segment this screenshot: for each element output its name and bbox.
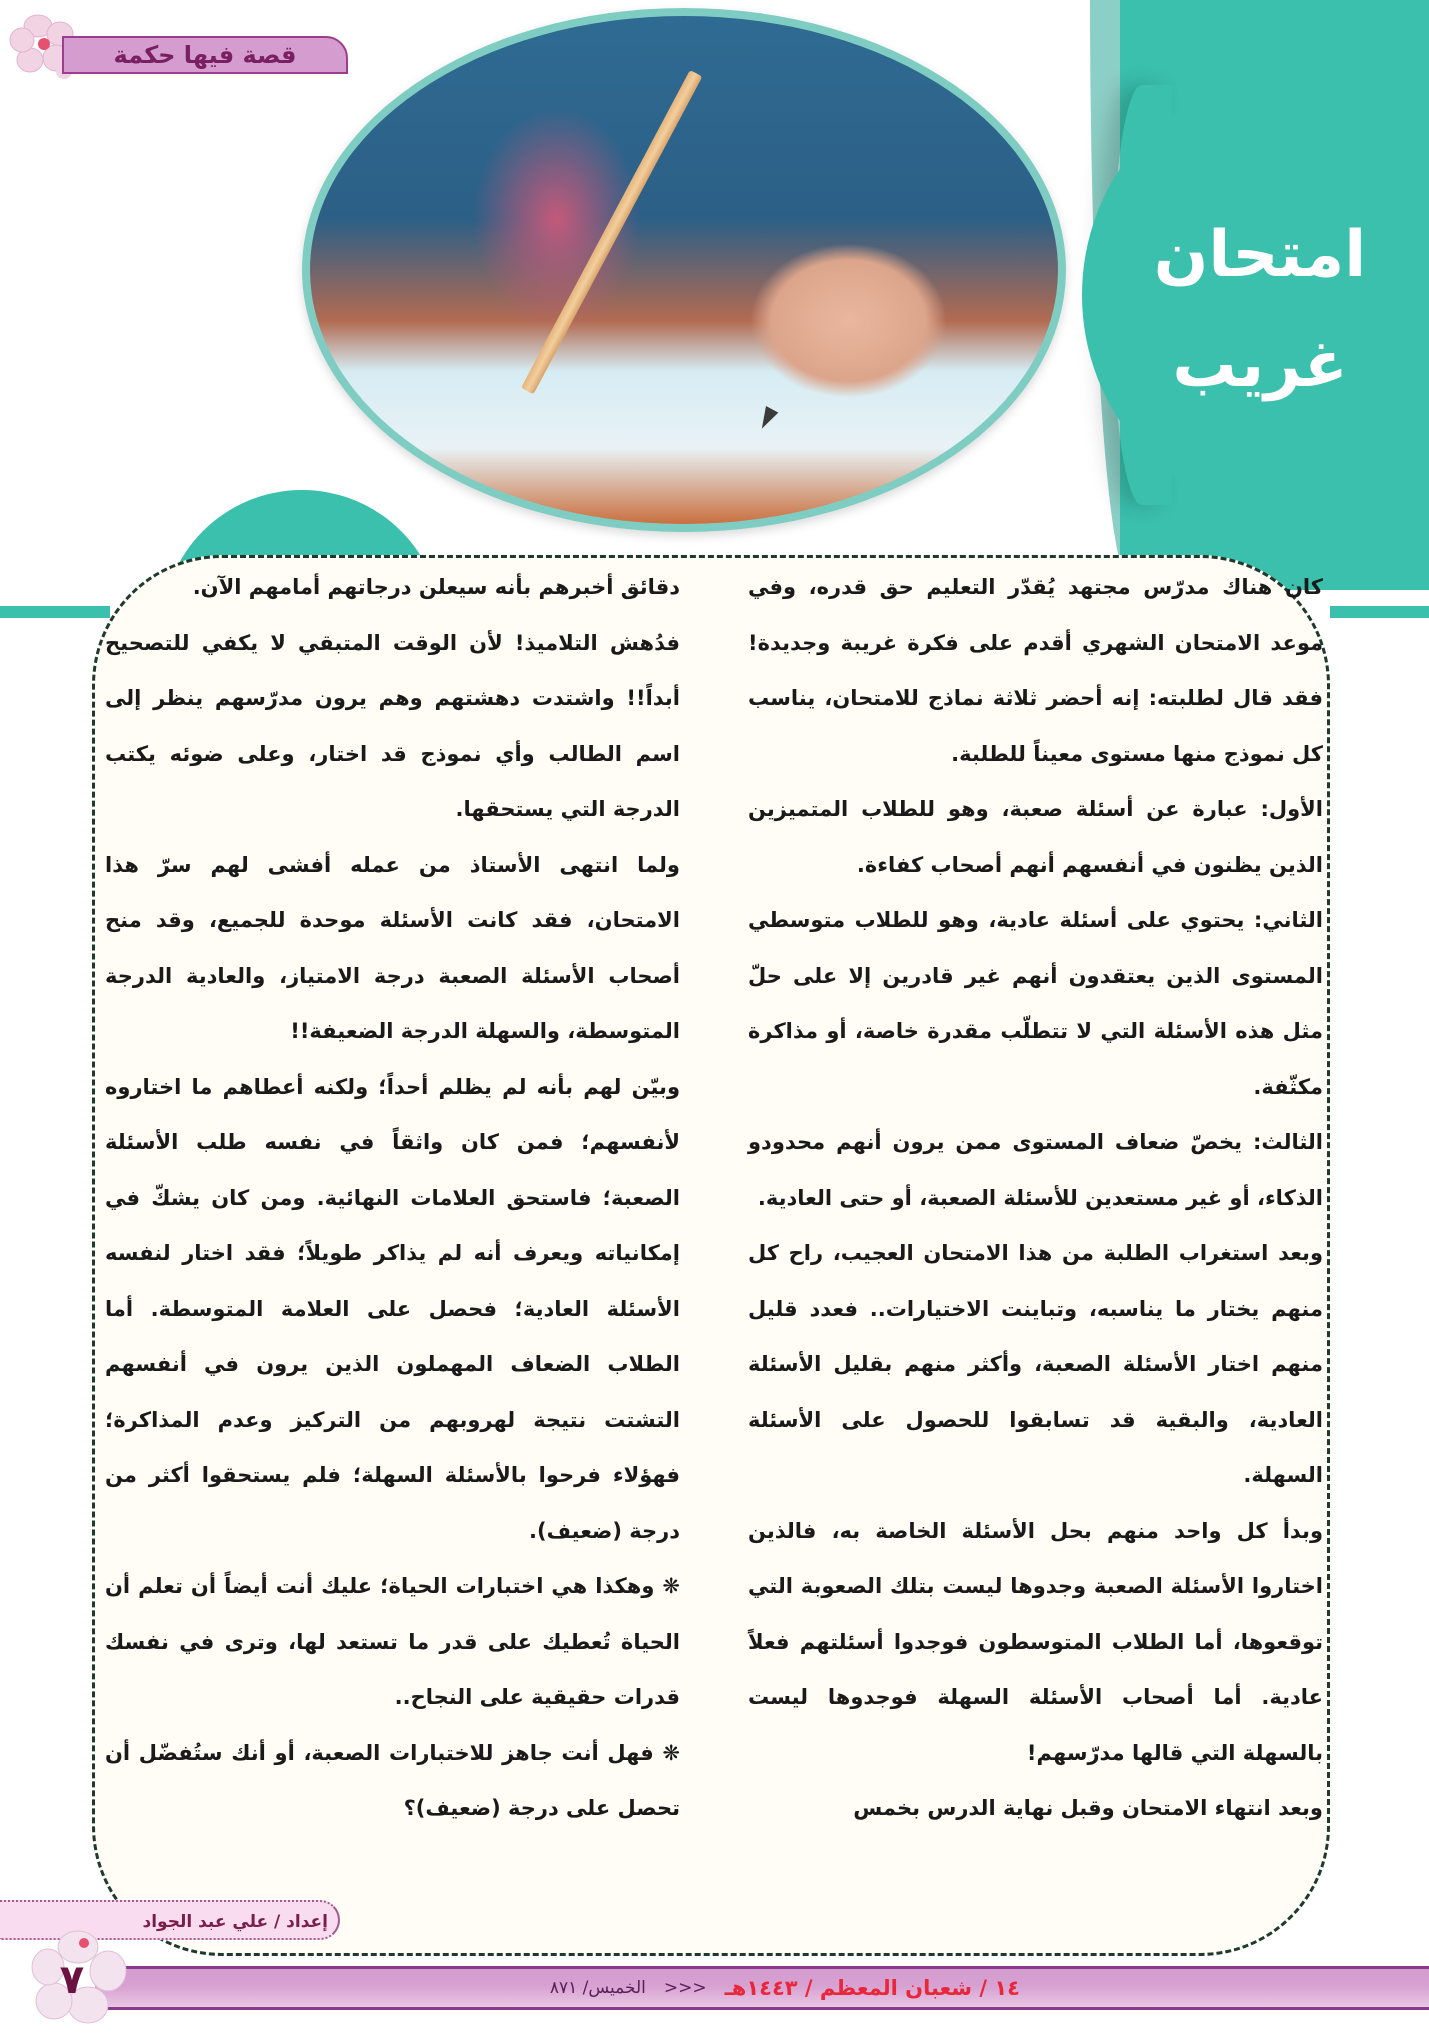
teal-divider-left	[0, 606, 110, 618]
title-line-2: غريب	[1172, 328, 1348, 402]
paragraph: كان هناك مدرّس مجتهد يُقدّر التعليم حق قدره، وفي موعد الامتحان الشهري أقدم على فكرة غريبة وجديدة! فقد قال لطلبته: إنه أحضر ثلاثة نماذج للامتحان، يناسب كل نموذج منها مستوى معيناً للطلبة.	[748, 575, 1323, 766]
paragraph: الأول: عبارة عن أسئلة صعبة، وهو للطلاب المتميزين الذين يظنون في أنفسهم أنهم أصحاب كفاءة.	[748, 797, 1323, 877]
footer-separator: <<<	[663, 1978, 707, 1998]
paragraph: الثاني: يحتوي على أسئلة عادية، وهو للطلاب متوسطي المستوى الذين يعتقدون أنهم غير قادرين إلا على حلّ مثل هذه الأسئلة التي لا تتطلّب مقدرة خاصة، أو مذاكرة مكثّفة.	[748, 908, 1323, 1099]
paragraph: ❋ وهكذا هي اختبارات الحياة؛ عليك أنت أيضاً أن تعلم أن الحياة تُعطيك على قدر ما تستعد لها، وترى في نفسك قدرات حقيقية على النجاح..	[105, 1574, 680, 1709]
paragraph: ❋ فهل أنت جاهز للاختبارات الصعبة، أو أنك ستُفضّل أن تحصل على درجة (ضعيف)؟	[105, 1740, 680, 1820]
paragraph: وبعد انتهاء الامتحان وقبل نهاية الدرس بخمس	[853, 1796, 1323, 1820]
article-column-right	[748, 560, 1323, 1837]
teal-divider-right	[1330, 606, 1429, 618]
paragraph: وبيّن لهم بأنه لم يظلم أحداً؛ ولكنه أعطاهم ما اختاروه لأنفسهم؛ فمن كان واثقاً في نفسه طلب الأسئلة الصعبة؛ فاستحق العلامات النهائية. ومن كان يشكّ في إمكانياته ويعرف أنه لم يذاكر طويلاً؛ فقد اختار لنفسه الأسئلة العادية؛ فحصل على العلامة المتوسطة. أما الطلاب الضعاف المهملون الذين يرون في أنفسهم التشتت نتيجة لهروبهم من التركيز وعدم المذاكرة؛ فهؤلاء فرحوا بالأسئلة السهلة؛ فلم يستحقوا أكثر من درجة (ضعيف).	[105, 1074, 680, 1543]
paragraph: ولما انتهى الأستاذ من عمله أفشى لهم سرّ هذا الامتحان، فقد كانت الأسئلة موحدة للجميع، وقد منح أصحاب الأسئلة الصعبة درجة الامتياز، والعادية الدرجة المتوسطة، والسهلة الدرجة الضعيفة!!	[105, 852, 680, 1043]
paragraph: دقائق أخبرهم بأنه سيعلن درجاتهم أمامهم الآن.	[192, 575, 680, 599]
article-column-left	[105, 560, 680, 1837]
paragraph: فدُهش التلاميذ! لأن الوقت المتبقي لا يكفي للتصحيح أبداً!! واشتدت دهشتهم وهم يرون مدرّسهم ينظر إلى اسم الطالب وأي نموذج قد اختار، وعلى ضوئه يكتب الدرجة التي يستحقها.	[105, 630, 680, 821]
footer-text-row	[120, 1966, 1020, 2010]
article-title	[1150, 200, 1370, 420]
page-number: ٧	[59, 1957, 85, 2003]
title-line-1: امتحان	[1153, 218, 1367, 292]
footer-date: ١٤ / شعبان المعظم / ١٤٤٣هـ	[724, 1976, 1020, 2000]
author-credit: إعداد / علي عبد الجواد	[0, 1900, 340, 1940]
paragraph: وبعد استغراب الطلبة من هذا الامتحان العجيب، راح كل منهم يختار ما يناسبه، وتباينت الاختيارات.. فعدد قليل منهم اختار الأسئلة الصعبة، وأكثر منهم بقليل الأسئلة العادية، والبقية قد تسابقوا للحصول على الأسئلة السهلة.	[748, 1241, 1323, 1487]
paragraph: الثالث: يخصّ ضعاف المستوى ممن يرون أنهم محدودو الذكاء، أو غير مستعدين للأسئلة الصعبة، أو حتى العادية.	[748, 1130, 1323, 1210]
footer-issue: الخميس/ ٨٧١	[549, 1978, 646, 1998]
section-badge: قصة فيها حكمة	[62, 36, 348, 74]
paragraph: وبدأ كل واحد منهم بحل الأسئلة الخاصة به، فالذين اختاروا الأسئلة الصعبة وجدوها ليست بتلك الصعوبة التي توقعوها، أما الطلاب المتوسطون فوجدوا أسئلتهم فعلاً عادية. أما أصحاب الأسئلة السهلة فوجدوها ليست بالسهلة التي قالها مدرّسهم!	[748, 1518, 1323, 1765]
